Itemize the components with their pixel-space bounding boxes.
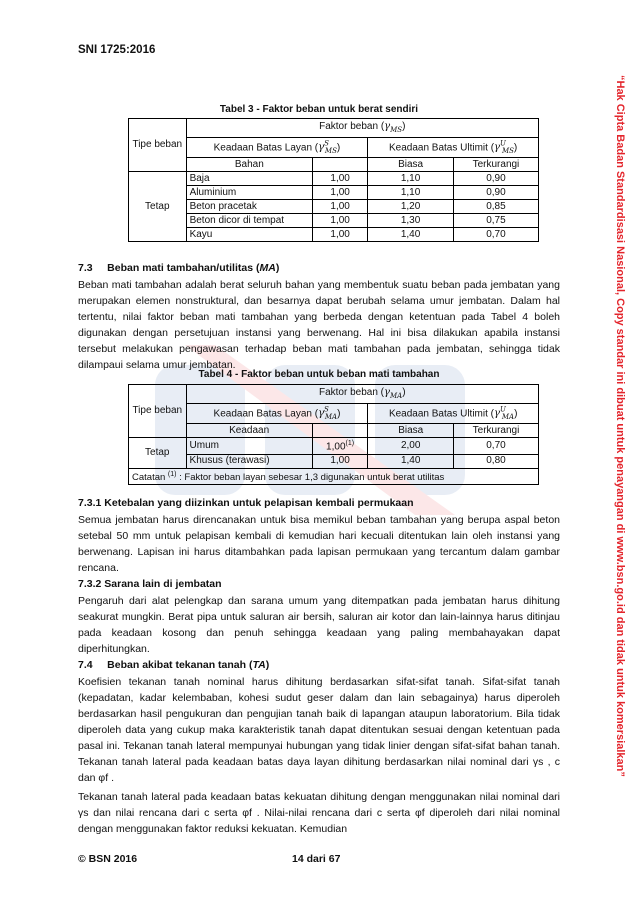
table3-layan-header: Keadaan Batas Layan $(\gamma^S_{MS})$ [186, 138, 368, 158]
table3-caption: Tabel 3 - Faktor beban untuk berat sendiri [219, 104, 419, 115]
table3-cell: 1,00 [313, 200, 368, 214]
table3-cell: 1,00 [313, 172, 368, 186]
table4-tipe-header: Tipe beban [129, 385, 187, 438]
table4-cell: 0,80 [453, 454, 538, 468]
table4-cell: Khusus (terawasi) [186, 454, 312, 468]
section-7-3-1-paragraph: Semua jembatan harus direncanakan untuk bisa memikul beban tambahan yang berupa aspal beton setebal 50 mm untuk pelapisan kembali di kemudian hari kecuali ditentukan lain oleh instansi yang berwenang. Lapisan ini harus ditambahkan pada lapisan permukaan yang tercantum dalam gambar rencana. [78, 514, 560, 574]
section-7-3-2-heading: 7.3.2 Sarana lain di jembatan [78, 578, 222, 590]
section-7-3-paragraph: Beban mati tambahan adalah berat seluruh bahan yang membentuk suatu beban pada jembatan yang merupakan elemen nonstruktural, dan besarnya dapat berubah selama umur jembatan. Dalam hal tertentu, nilai faktor beban mati tambahan yang berbeda dengan ketentuan pada Tabel 4 boleh digunakan dengan persetujuan instansi yang berwenang. Hal ini bisa dilakukan apabila instansi tersebut melakukan pengawasan terhadap beban mati tambahan pada jembatan, sehingga tidak dilampaui selama umur jembatan. [78, 279, 560, 371]
table3 [128, 118, 539, 242]
table3-cell: 1,00 [313, 228, 368, 242]
table4-cell: 1,00$^{(1)}$ [312, 438, 368, 454]
section-7-3-heading: 7.3 Beban mati tambahan/utilitas (MA) [78, 262, 280, 274]
table3-cell: 0,90 [453, 172, 538, 186]
table3-faktor-header: Faktor beban $(\gamma_{MS})$ [186, 119, 538, 138]
table3-cell: 1,40 [368, 228, 454, 242]
table4-cell: 0,70 [453, 438, 538, 454]
table3-cell: 1,10 [368, 172, 454, 186]
table3-cell: Beton pracetak [186, 200, 312, 214]
table3-ultimit-header: Keadaan Batas Ultimit $(\gamma^U_{MS})$ [368, 138, 539, 158]
table3-cell: 0,70 [453, 228, 538, 242]
table3-blank-header [313, 158, 368, 172]
table3-group-label: Tetap [129, 172, 187, 242]
table3-cell: 0,90 [453, 186, 538, 200]
table3-cell: 1,00 [313, 186, 368, 200]
document-header: SNI 1725:2016 [78, 44, 156, 56]
table4 [128, 384, 539, 485]
table3-cell: Baja [186, 172, 312, 186]
table3-cell: 1,20 [368, 200, 454, 214]
table4-cell: 1,40 [368, 454, 454, 468]
table3-tipe-header: Tipe beban [129, 119, 187, 172]
section-7-3-1-heading: 7.3.1 Ketebalan yang diizinkan untuk pelapisan kembali permukaan [78, 497, 414, 509]
section-7-4-heading: 7.4 Beban akibat tekanan tanah (TA) [78, 659, 270, 671]
table3-bahan-header: Bahan [186, 158, 312, 172]
table4-ultimit-header: Keadaan Batas Ultimit $(\gamma^U_{MA})$ [368, 404, 539, 424]
table3-cell: Beton dicor di tempat [186, 214, 312, 228]
table4-cell: 1,00 [312, 454, 368, 468]
table3-cell: 1,00 [313, 214, 368, 228]
table4-faktor-header: Faktor beban $(\gamma_{MA})$ [186, 385, 538, 404]
copyright-sidebar-text: “Hak Cipta Badan Standardisasi Nasional, Copy standar ini dibuat untuk penayangan di www.bsn.go.id dan tidak untuk komersialkan” [614, 75, 626, 777]
table4-biasa-header: Biasa [368, 424, 454, 438]
table4-keadaan-header: Keadaan [186, 424, 312, 438]
table4-group-label: Tetap [129, 438, 187, 468]
table4-terkurangi-header: Terkurangi [453, 424, 538, 438]
section-7-4-paragraph-1: Koefisien tekanan tanah nominal harus dihitung berdasarkan sifat-sifat tanah. Sifat-sifat tanah (kepadatan, kadar kelembaban, kohesi sudut geser dalam dan lain sebagainya) harus diperoleh berdasarkan hasil pengukuran dan pengujian tanah baik di lapangan ataupun laboratorium. Bila tidak diperoleh data yang cukup maka karakteristik tanah dapat ditentukan sesuai dengan ketentuan pada pasal ini. Tekanan tanah lateral mempunyai hubungan yang tidak linier dengan sifat-sifat bahan tanah. Tekanan tanah lateral pada keadaan batas daya layan dihitung berdasarkan nilai nominal dari γs , c dan φf . [78, 676, 560, 784]
footer-page-number: 14 dari 67 [292, 853, 341, 865]
table3-cell: 0,85 [453, 200, 538, 214]
section-7-3-2-paragraph: Pengaruh dari alat pelengkap dan sarana umum yang ditempatkan pada jembatan harus dihitung seakurat mungkin. Berat pipa untuk saluran air bersih, saluran air kotor dan lain-lainnya harus ditinjau pada keadaan kosong dan penuh sehingga keadaan yang paling membahayakan dapat diperhitungkan. [78, 595, 560, 655]
table3-terkurangi-header: Terkurangi [453, 158, 538, 172]
table3-cell: 0,75 [453, 214, 538, 228]
table3-biasa-header: Biasa [368, 158, 454, 172]
table3-cell: Kayu [186, 228, 312, 242]
table3-cell: Aluminium [186, 186, 312, 200]
table4-cell: 2,00 [368, 438, 454, 454]
table3-cell: 1,30 [368, 214, 454, 228]
table4-caption: Tabel 4 - Faktor beban untuk beban mati tambahan [198, 369, 440, 380]
table3-cell: 1,10 [368, 186, 454, 200]
table4-cell: Umum [186, 438, 312, 454]
table4-blank-header [312, 424, 368, 438]
section-7-4-paragraph-2: Tekanan tanah lateral pada keadaan batas kekuatan dihitung dengan menggunakan nilai nominal dari γs dan nilai rencana dari c serta φf . Nilai-nilai rencana dari c serta φf diperoleh dari nilai nominal dengan menggunakan faktor reduksi kekuatan. Kemudian [78, 791, 560, 835]
table4-note: Catatan $^{(1)}$ : Faktor beban layan sebesar 1,3 digunakan untuk berat utilitas [129, 468, 539, 484]
table4-layan-header: Keadaan Batas Layan $(\gamma^S_{MA})$ [186, 404, 368, 424]
footer-copyright: © BSN 2016 [78, 853, 138, 865]
